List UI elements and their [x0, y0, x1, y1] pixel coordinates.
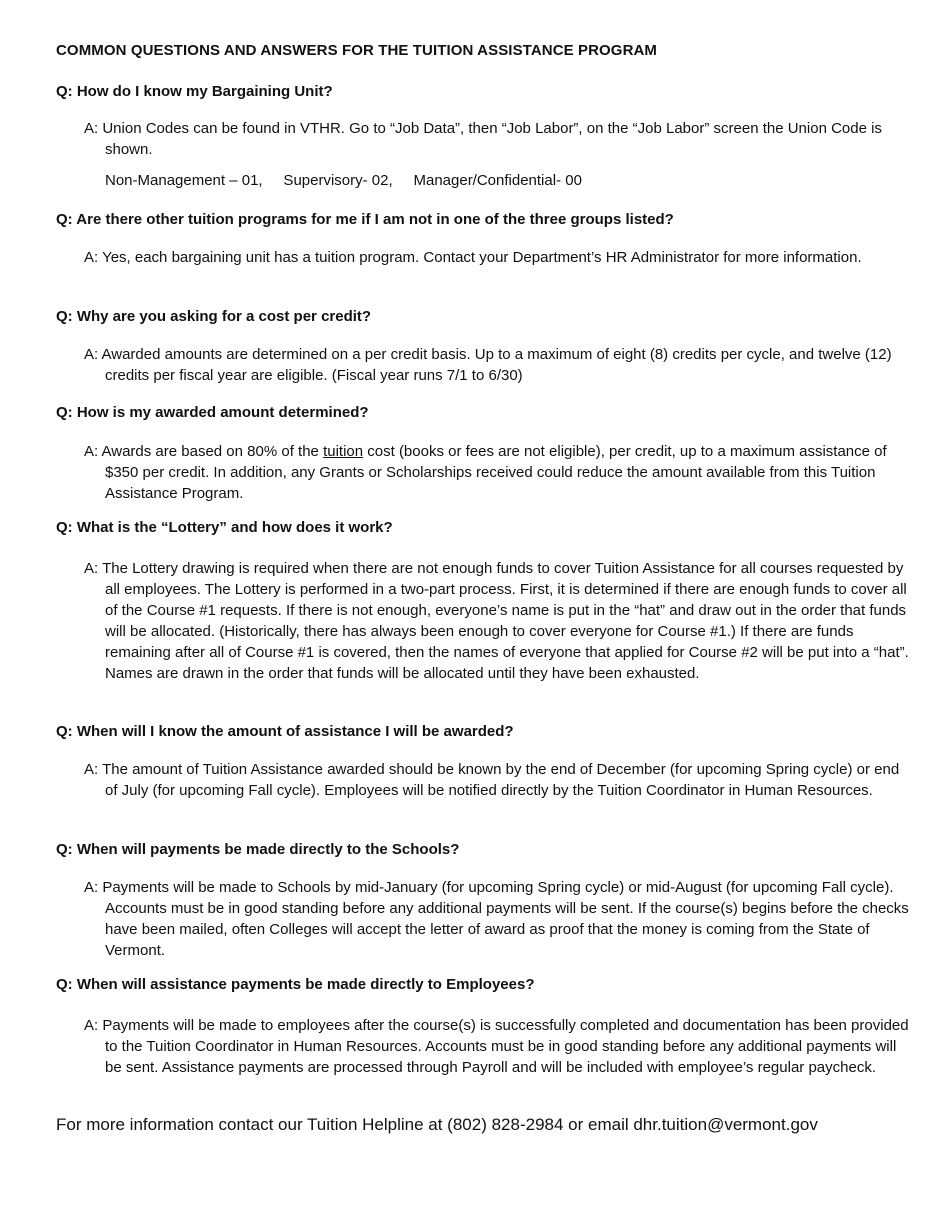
- answer-awarded-amount: [84, 441, 915, 504]
- answer-awarded-amount-post: cost (books or fees are not eligible), per credit, up to a maximum assistance of $350 per credit. In addition, any Grants or Scholarships received could reduce the amount available from this Tuition Assistance Program.: [105, 443, 887, 502]
- answer-award-timing: A: The amount of Tuition Assistance awarded should be known by the end of December (for upcoming Spring cycle) or end of July (for upcoming Fall cycle). Employees will be notified directly by the Tuition Coordinator in Human Resources.: [84, 761, 900, 799]
- union-codes-line: Non-Management – 01, Supervisory- 02, Manager/Confidential- 00: [105, 172, 582, 189]
- question-lottery: Q: What is the “Lottery” and how does it work?: [56, 519, 393, 536]
- answer-lottery: A: The Lottery drawing is required when there are not enough funds to cover Tuition Assistance for all courses requested by all employees. The Lottery is performed in a two-part process. First, it is determined if there are enough funds to cover all of the Course #1 requests. If there is not enough, everyone’s name is put in the “hat” and draw out in the order that funds will be allocated. (Historically, there has always been enough to cover everyone for Course #1.) If there are funds remaining after all of Course #1 is covered, then the names of everyone that applied for Course #2 will be put into a “hat”. Names are drawn in the order that funds will be allocated until they have been exhausted.: [84, 560, 909, 682]
- answer-school-payments: A: Payments will be made to Schools by mid-January (for upcoming Spring cycle) or mid-August (for upcoming Fall cycle). Accounts must be in good standing before any additional payments will be sent. If the course(s) begins before the checks have been mailed, often Colleges will accept the letter of award as proof that the money is coming from the State of Vermont.: [84, 879, 909, 959]
- answer-bargaining-unit: A: Union Codes can be found in VTHR. Go to “Job Data”, then “Job Labor”, on the “Job Labor” screen the Union Code is shown.: [84, 120, 882, 158]
- answer-awarded-amount-pre: A: Awards are based on 80% of the: [84, 443, 324, 460]
- contact-footer: For more information contact our Tuition Helpline at (802) 828-2984 or email dhr.tuition@vermont.gov: [56, 1115, 818, 1134]
- question-bargaining-unit: Q: How do I know my Bargaining Unit?: [56, 83, 333, 100]
- answer-employee-payments: A: Payments will be made to employees after the course(s) is successfully completed and documentation has been provided to the Tuition Coordinator in Human Resources. Accounts must be in good standing before any additional payments will be sent. Assistance payments are processed through Payroll and will be included with employee’s regular paycheck.: [84, 1017, 909, 1076]
- question-school-payments: Q: When will payments be made directly to the Schools?: [56, 841, 460, 858]
- question-cost-per-credit: Q: Why are you asking for a cost per credit?: [56, 308, 372, 325]
- question-employee-payments: Q: When will assistance payments be made directly to Employees?: [56, 976, 535, 993]
- question-other-programs: Q: Are there other tuition programs for me if I am not in one of the three groups listed?: [56, 211, 674, 228]
- question-award-timing: Q: When will I know the amount of assistance I will be awarded?: [56, 723, 514, 740]
- tuition-underlined-word: tuition: [323, 443, 364, 460]
- question-awarded-amount: Q: How is my awarded amount determined?: [56, 404, 369, 421]
- answer-cost-per-credit: A: Awarded amounts are determined on a per credit basis. Up to a maximum of eight (8) credits per cycle, and twelve (12) credits per fiscal year are eligible. (Fiscal year runs 7/1 to 6/30): [84, 346, 892, 384]
- document-title: COMMON QUESTIONS AND ANSWERS FOR THE TUITION ASSISTANCE PROGRAM: [56, 42, 658, 59]
- answer-other-programs: A: Yes, each bargaining unit has a tuition program. Contact your Department’s HR Administrator for more information.: [84, 249, 862, 266]
